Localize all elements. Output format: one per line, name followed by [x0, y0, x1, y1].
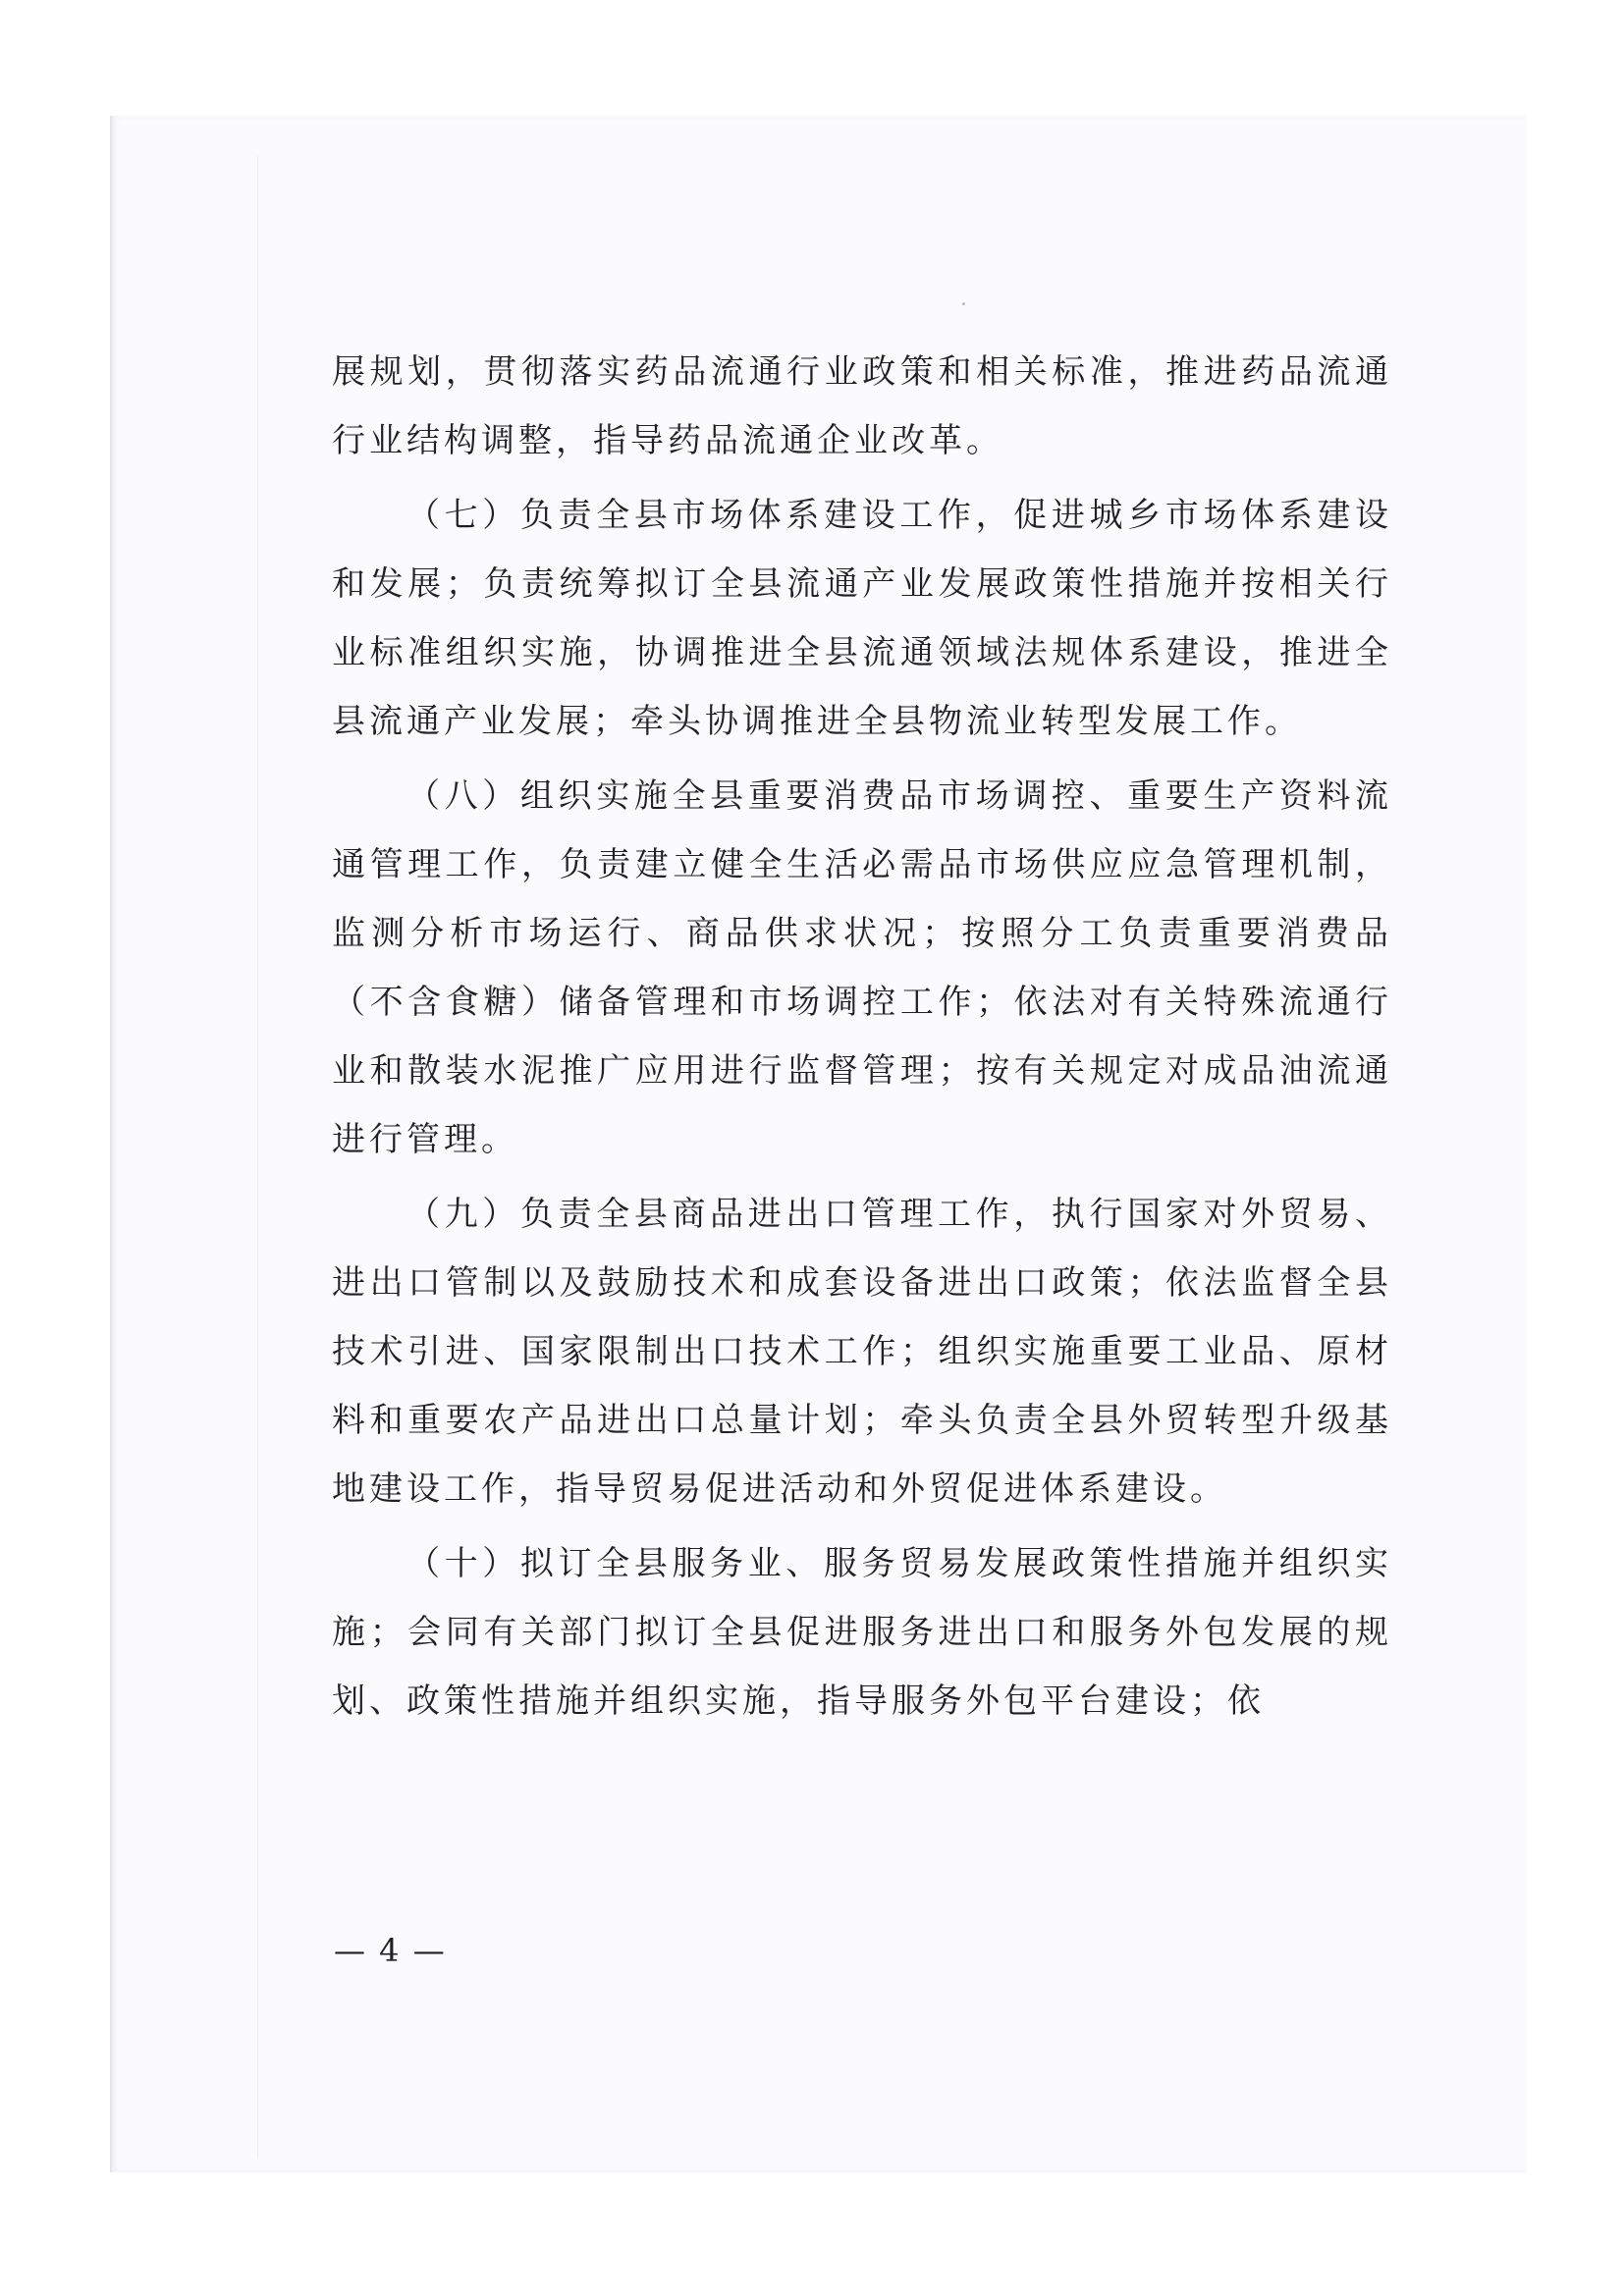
page-number: — 4 — — [334, 1932, 447, 1969]
paragraph-item-10: （十）拟订全县服务业、服务贸易发展政策性措施并组织实施；会同有关部门拟订全县促进服务进出口和服务外包发展的规划、政策性措施并组织实施，指导服务外包平台建设；依 — [332, 1544, 1392, 1721]
paragraph-item-7: （七）负责全县市场体系建设工作，促进城乡市场体系建设和发展；负责统筹拟订全县流通产业发展政策性措施并按相关行业标准组织实施，协调推进全县流通领域法规体系建设，推进全县流通产业发展；牵头协调推进全县物流业转型发展工作。 — [332, 496, 1392, 741]
paragraph-item-9: （九）负责全县商品进出口管理工作，执行国家对外贸易、进出口管制以及鼓励技术和成套设备进出口政策；依法监督全县技术引进、国家限制出口技术工作；组织实施重要工业品、原材料和重要农产品进出口总量计划；牵头负责全县外贸转型升级基地建设工作，指导贸易促进活动和外贸促进体系建设。 — [332, 1195, 1392, 1509]
paragraph-continuation: 展规划，贯彻落实药品流通行业政策和相关标准，推进药品流通行业结构调整，指导药品流通企业改革。 — [332, 352, 1392, 460]
scan-fold-line — [257, 155, 258, 2158]
paragraph-item-8: （八）组织实施全县重要消费品市场调控、重要生产资料流通管理工作，负责建立健全生活必需品市场供应应急管理机制，监测分析市场运行、商品供求状况；按照分工负责重要消费品（不含食糖）储备管理和市场调控工作；依法对有关特殊流通行业和散装水泥推广应用进行监督管理；按有关规定对成品油流通进行管理。 — [332, 776, 1392, 1159]
document-body — [332, 338, 1392, 1735]
scan-speck — [962, 302, 965, 305]
